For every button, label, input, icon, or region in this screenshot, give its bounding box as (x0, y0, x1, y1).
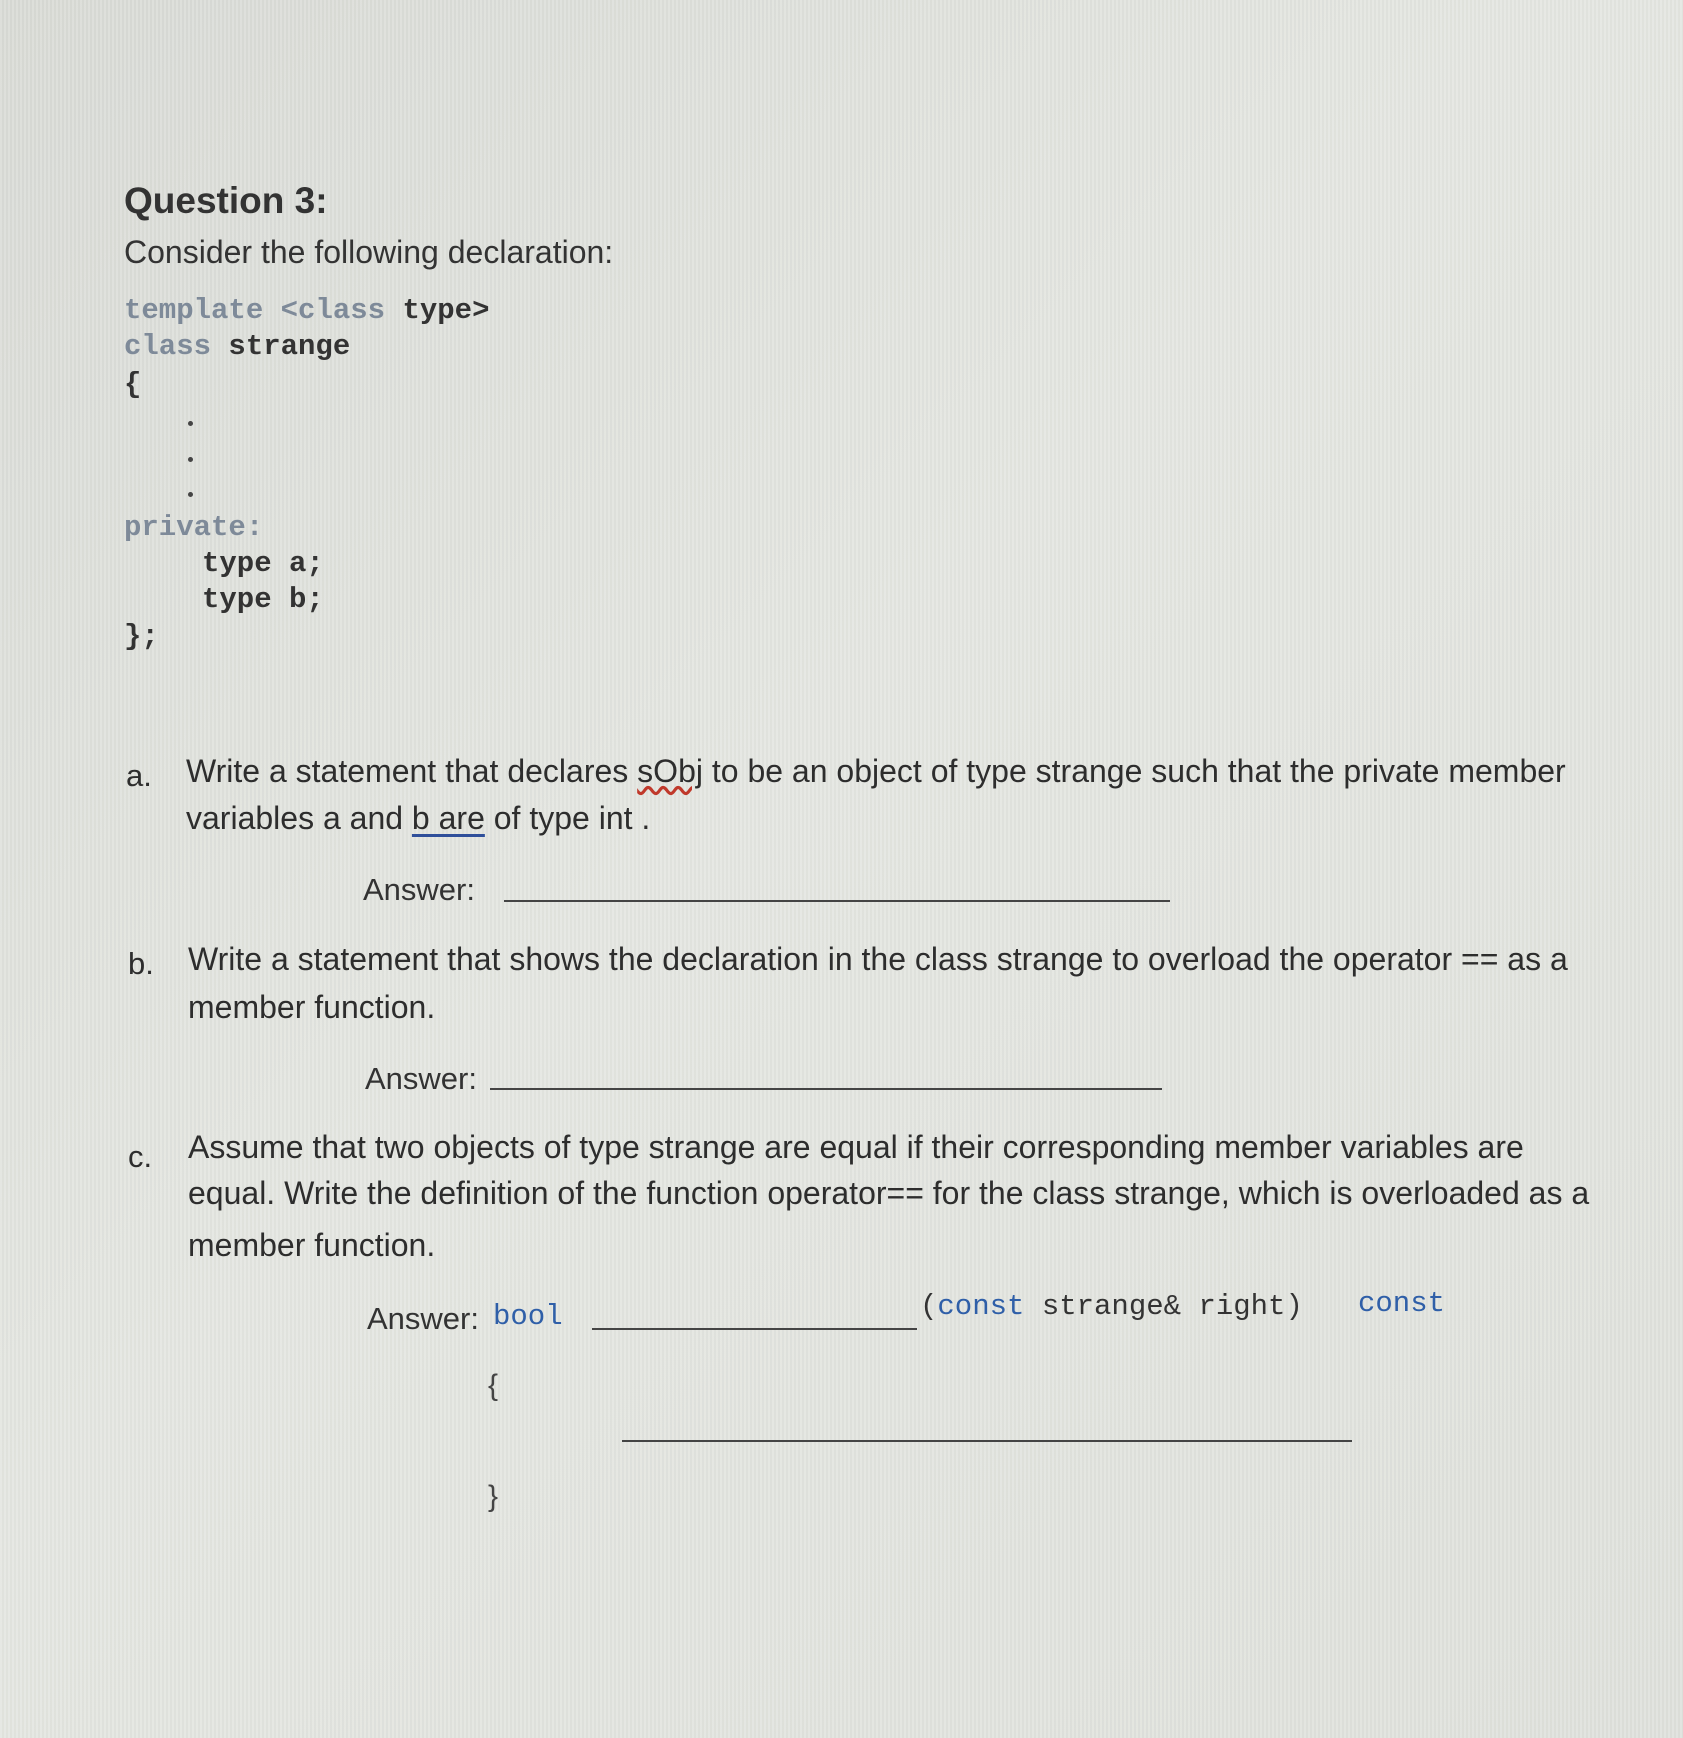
part-c-line3: member function. (188, 1227, 436, 1263)
part-c-line1: Assume that two objects of type strange are equal if their corresponding member variables are (188, 1129, 1524, 1165)
paren-open: ( (920, 1290, 938, 1323)
code-line-template (124, 294, 489, 327)
part-a-answer-line[interactable] (504, 900, 1170, 902)
part-b-letter: b. (128, 946, 154, 981)
class-name: strange (228, 330, 351, 363)
part-b-line1: Write a statement that shows the declaration in the class strange to overload the operator == as a (188, 941, 1568, 977)
keyword-private: private: (124, 511, 264, 544)
type-param: type> (402, 294, 490, 327)
code-open-brace: { (124, 368, 142, 401)
dot (188, 421, 193, 426)
part-c-line2: equal. Write the definition of the function operator== for the class strange, which is overloaded as a (188, 1175, 1590, 1211)
dot (188, 492, 193, 497)
keyword-class: <class (280, 294, 386, 327)
const-keyword: const (937, 1290, 1025, 1323)
dot (188, 457, 193, 462)
part-b-answer-label: Answer: (365, 1061, 477, 1096)
bool-keyword (493, 1300, 563, 1333)
part-a-letter: a. (126, 758, 152, 793)
part-a-line2 (186, 795, 650, 842)
part-a-text-before: Write a statement that declares (186, 753, 638, 789)
member-b: type b; (202, 583, 324, 616)
params-rest: strange& right) (1024, 1290, 1303, 1323)
part-a-answer-label: Answer: (363, 872, 475, 907)
part-c-answer-label: Answer: (367, 1301, 479, 1336)
keyword-template: template (124, 294, 264, 327)
body-open-brace: { (488, 1369, 499, 1402)
part-a-line1 (186, 748, 1566, 795)
part-b-answer-line[interactable] (490, 1088, 1162, 1090)
part-a-line2-start: variables a and (186, 800, 412, 836)
body-close-brace: } (488, 1480, 499, 1513)
part-c-function-name-blank[interactable] (592, 1328, 917, 1330)
params-signature (920, 1290, 1303, 1323)
sobj-word: sObj (637, 753, 703, 789)
member-a: type a; (202, 547, 324, 580)
part-b-line2: member function. (188, 989, 436, 1025)
code-close: }; (124, 620, 159, 653)
bool-text: bool (493, 1300, 563, 1333)
part-c-letter: c. (128, 1139, 153, 1174)
trailing-const (1358, 1287, 1445, 1320)
part-a-line2-end: of type int . (484, 800, 651, 836)
trailing-const-text: const (1358, 1287, 1446, 1320)
b-are-underlined: b are (411, 800, 485, 836)
keyword-class-2: class (124, 330, 212, 363)
question-intro: Consider the following declaration: (124, 234, 614, 270)
part-c-body-answer-line[interactable] (622, 1440, 1352, 1442)
question-title: Question 3: (124, 180, 328, 221)
code-line-class (124, 330, 350, 363)
part-a-text-after: to be an object of type strange such that the private member (702, 753, 1566, 789)
